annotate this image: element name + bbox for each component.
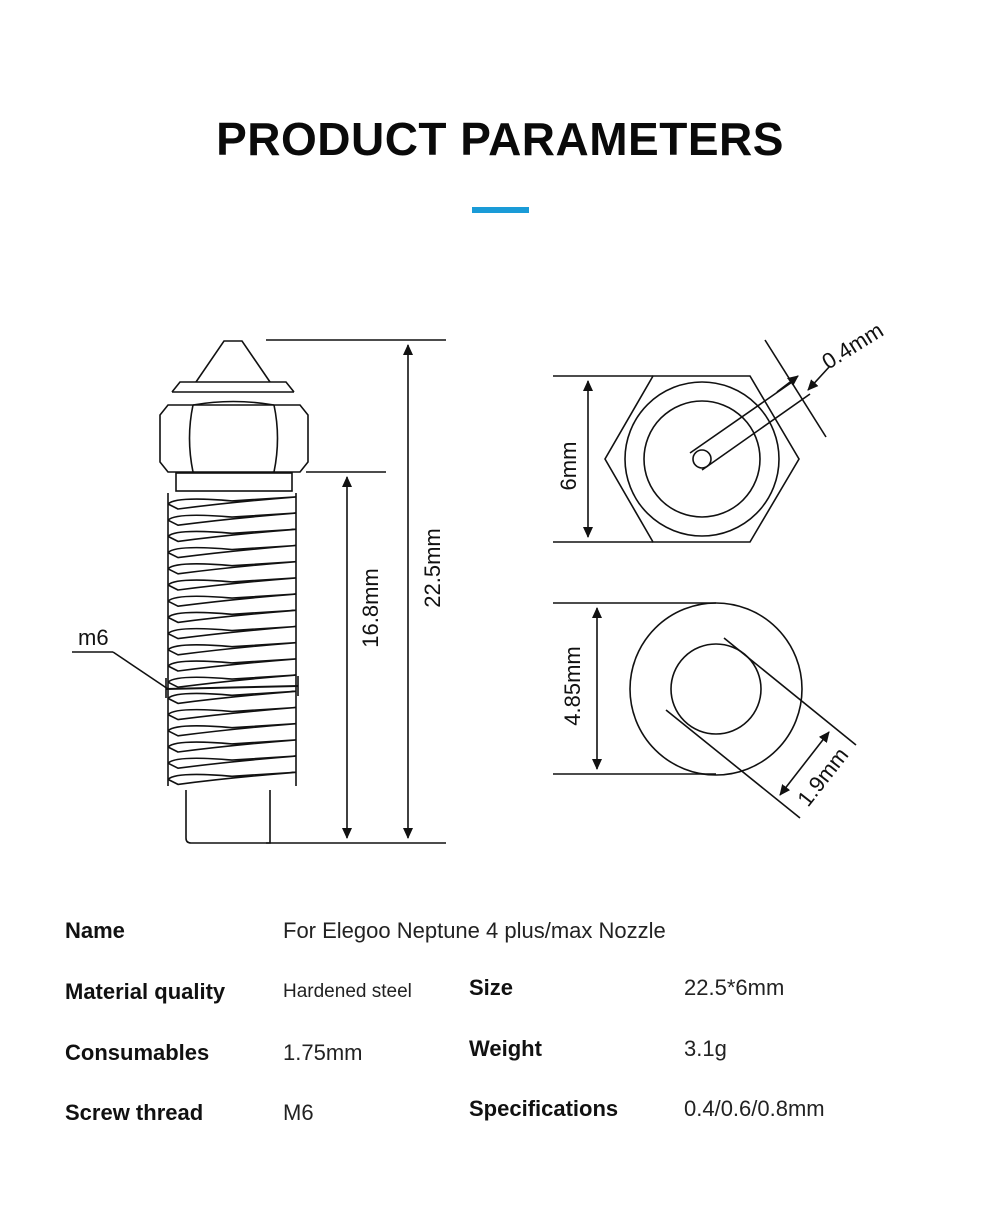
hex-inner-circle bbox=[644, 401, 760, 517]
nozzle-neck bbox=[176, 473, 292, 491]
thread-ridge bbox=[168, 562, 296, 574]
nozzle-tip-cone bbox=[196, 341, 270, 382]
thread-ridge bbox=[168, 659, 296, 671]
page-title: PRODUCT PARAMETERS bbox=[216, 113, 784, 165]
spec-label-thread: Screw thread bbox=[65, 1100, 204, 1125]
thread-ridge bbox=[168, 772, 296, 784]
spec-row-thread bbox=[65, 1098, 203, 1128]
spec-row-specifications bbox=[469, 1094, 618, 1124]
spec-value-material-row bbox=[283, 977, 412, 1007]
hex-width-label: 6mm bbox=[556, 441, 581, 491]
spec-value-thread: M6 bbox=[283, 1100, 314, 1125]
spec-row-material bbox=[65, 977, 225, 1007]
hex-top-view bbox=[553, 340, 830, 542]
thread-size-label: m6 bbox=[78, 625, 109, 650]
thread-ridge bbox=[168, 497, 296, 509]
spec-value-specifications-row bbox=[684, 1094, 825, 1124]
nozzle-hex-body bbox=[160, 405, 308, 472]
thread-ridge bbox=[168, 529, 296, 541]
spec-value-name-row bbox=[283, 916, 666, 946]
thread-ridge bbox=[168, 594, 296, 606]
thread-ridge bbox=[168, 627, 296, 639]
thread-ridge bbox=[168, 740, 296, 752]
thread-ridge bbox=[168, 643, 296, 655]
thread-length-label: 16.8mm bbox=[358, 568, 383, 648]
total-length-label: 22.5mm bbox=[420, 528, 445, 608]
spec-value-size: 22.5*6mm bbox=[684, 975, 785, 1000]
spec-label-material: Material quality bbox=[65, 979, 226, 1004]
thread-ridge bbox=[168, 724, 296, 736]
spec-row-consumables bbox=[65, 1038, 209, 1068]
thread-ridge bbox=[168, 546, 296, 558]
thread-ridge bbox=[168, 513, 296, 525]
thread-ridge bbox=[168, 610, 296, 622]
tip-outer-circle bbox=[630, 603, 802, 775]
thread-ridge bbox=[168, 675, 296, 687]
spec-row-size bbox=[469, 973, 513, 1003]
spec-value-consumables: 1.75mm bbox=[283, 1040, 363, 1065]
spec-value-consumables-row bbox=[283, 1038, 362, 1068]
spec-row-weight bbox=[469, 1034, 542, 1064]
nozzle-side-view bbox=[160, 341, 308, 843]
tip-diameter-label: 1.9mm bbox=[792, 742, 854, 812]
thread-ridge bbox=[168, 708, 296, 720]
spec-label-specifications: Specifications bbox=[469, 1096, 619, 1121]
spec-row-name bbox=[65, 916, 125, 946]
spec-value-specifications: 0.4/0.6/0.8mm bbox=[684, 1096, 825, 1121]
spec-value-material: Hardened steel bbox=[283, 981, 412, 1002]
spec-label-consumables: Consumables bbox=[65, 1040, 210, 1065]
spec-label-size: Size bbox=[469, 975, 514, 1000]
hex-outer-circle bbox=[625, 382, 779, 536]
thread-ridge bbox=[168, 756, 296, 768]
thread-ridge bbox=[168, 578, 296, 590]
orifice-diameter-label: 0.4mm bbox=[817, 317, 888, 375]
m6-callout bbox=[72, 652, 298, 698]
spec-label-weight: Weight bbox=[469, 1036, 542, 1061]
spec-label-name: Name bbox=[65, 918, 125, 943]
nozzle-bottom-section bbox=[186, 790, 270, 843]
spec-value-thread-row bbox=[283, 1098, 314, 1128]
spec-value-name: For Elegoo Neptune 4 plus/max Nozzle bbox=[283, 918, 666, 943]
spec-value-weight-row bbox=[684, 1034, 727, 1064]
thread-lines bbox=[168, 497, 296, 785]
spec-value-size-row bbox=[684, 973, 784, 1003]
spec-value-weight: 3.1g bbox=[684, 1036, 727, 1061]
thread-ridge bbox=[168, 691, 296, 703]
tip-height-label: 4.85mm bbox=[560, 646, 585, 726]
